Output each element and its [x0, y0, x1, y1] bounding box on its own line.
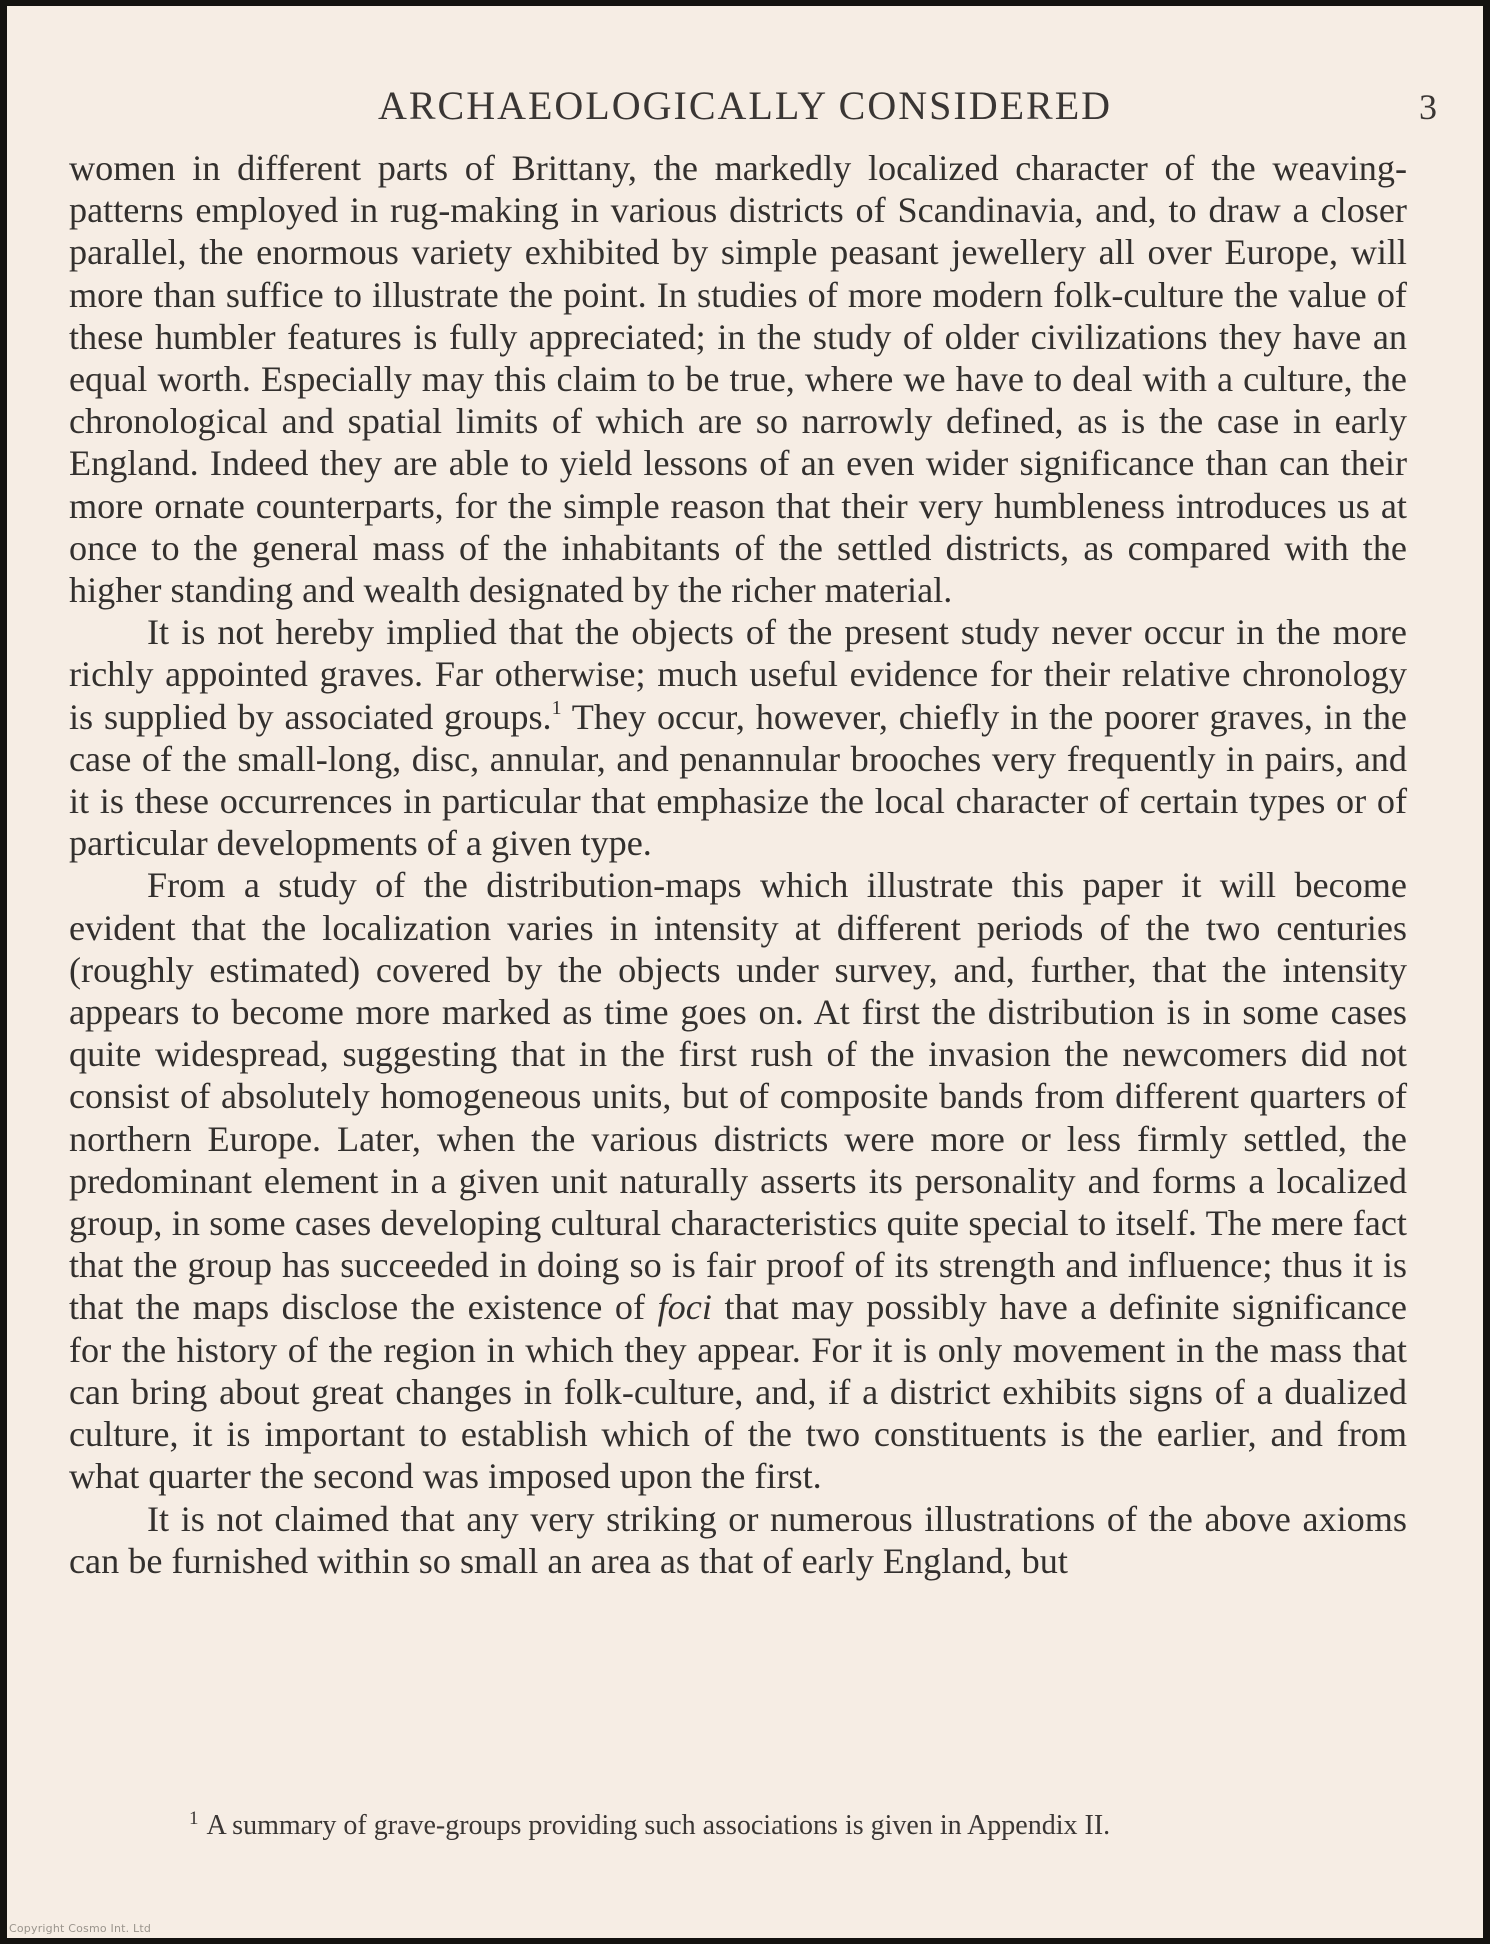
paragraph-3-text-b: that may possibly have a definite significance for the history of the region in which they appear. For it is only movement in the mass that can bring about great changes in folk-culture, and, if a district exhibits signs of a dualized culture, it is important to establish which of the two constituents is the earlier, and from what quarter the second was imposed upon the first. [69, 1287, 1407, 1497]
book-page [7, 6, 1483, 1938]
footnote-reference: 1 [551, 696, 562, 719]
paragraph-2 [69, 611, 1407, 864]
footnote-mark: 1 [189, 1808, 199, 1829]
page-number: 3 [1419, 87, 1437, 127]
paragraph-4: It is not claimed that any very striking or numerous illustrations of the above axioms can be furnished within so small an area as that of early England, but [69, 1498, 1407, 1581]
running-head: ARCHAEOLOGICALLY CONSIDERED [377, 83, 1113, 128]
footnote [189, 1802, 1309, 1843]
paragraph-3-text-a: From a study of the distribution-maps which illustrate this paper it will become evident that the localization varies in intensity at different periods of the two centuries (roughly estimated) covered by the objects under survey, and, further, that the intensity appears to become more marked as time goes on. At first the distribution is in some cases quite widespread, suggesting that in the first rush of the invasion the newcomers did not consist of absolutely homogeneous units, but of composite bands from different quarters of northern Europe. Later, when the various districts were more or less firmly settled, the predominant element in a given unit naturally asserts its personality and forms a localized group, in some cases developing cultural characteristics quite special to itself. The mere fact that the group has succeeded in doing so is fair proof of its strength and influence; thus it is that the maps disclose the existence of [69, 865, 1407, 1328]
body-text [69, 147, 1407, 1582]
paragraph-1: women in different parts of Brittany, the markedly localized character of the weaving-patterns employed in rug-making in various districts of Scandinavia, and, to draw a closer parallel, the enormous variety exhibited by simple peasant jewellery all over Europe, will more than suffice to illustrate the point. In studies of more modern folk-culture the value of these humbler features is fully appreciated; in the study of older civilizations they have an equal worth. Especially may this claim to be true, where we have to deal with a culture, the chronological and spatial limits of which are so narrowly defined, as is the case in early England. Indeed they are able to yield lessons of an even wider significance than can their more ornate counterparts, for the simple reason that their very humbleness introduces us at once to the general mass of the inhabitants of the settled districts, as compared with the higher standing and wealth designated by the richer material. [69, 148, 1407, 611]
paragraph-3 [69, 864, 1407, 1497]
paragraph-2-text-a: It is not hereby implied that the objects of the present study never occur in the more richly appointed graves. Far otherwise; much useful evidence for their relative chronology is supplied by associated groups. [69, 612, 1407, 737]
copyright-notice: Copyright Cosmo Int. Ltd [9, 1922, 152, 1935]
page-header [7, 82, 1483, 134]
footnote-text: A summary of grave-groups providing such associations is given in Appendix II. [206, 1810, 1111, 1841]
italic-term: foci [657, 1287, 712, 1328]
paragraph-2-text-b: They occur, however, chiefly in the poorer graves, in the case of the small-long, disc, annular, and penannular brooches very frequently in pairs, and it is these occurrences in particular that emphasize the local character of certain types or of particular developments of a given type. [69, 696, 1407, 864]
